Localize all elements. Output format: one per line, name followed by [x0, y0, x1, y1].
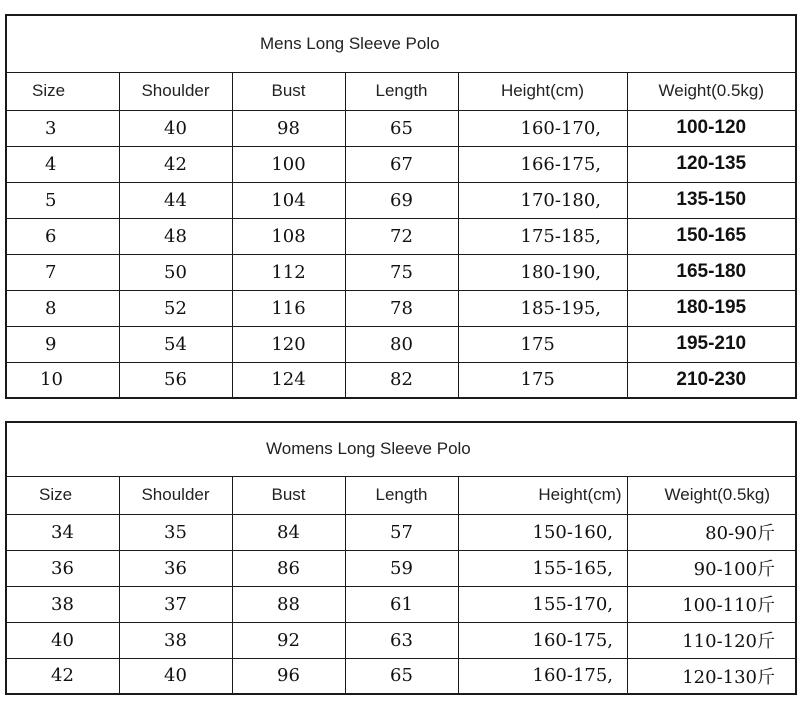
womens-height-cell: 155-165,	[458, 550, 627, 586]
mens-weight-cell: 150-165	[627, 218, 796, 254]
mens-length-cell: 72	[345, 218, 458, 254]
mens-size-cell: 7	[6, 254, 119, 290]
womens-weight-cell: 110-120斤	[627, 622, 796, 658]
mens-weight-cell: 165-180	[627, 254, 796, 290]
mens-weight-cell: 210-230	[627, 362, 796, 398]
mens-height-cell: 185-195,	[458, 290, 627, 326]
mens-header-shoulder: Shoulder	[119, 72, 232, 110]
womens-size-table	[5, 421, 797, 695]
mens-size-cell: 9	[6, 326, 119, 362]
womens-table-row	[6, 622, 796, 658]
mens-header-size: Size	[6, 72, 119, 110]
mens-shoulder-cell: 50	[119, 254, 232, 290]
womens-table-row	[6, 550, 796, 586]
womens-length-cell: 61	[345, 586, 458, 622]
womens-weight-cell: 90-100斤	[627, 550, 796, 586]
mens-size-cell: 6	[6, 218, 119, 254]
womens-size-cell: 36	[6, 550, 119, 586]
womens-header-weight: Weight(0.5kg)	[627, 476, 796, 514]
mens-weight-cell: 135-150	[627, 182, 796, 218]
mens-height-cell: 175	[458, 326, 627, 362]
mens-size-cell: 3	[6, 110, 119, 146]
mens-header-weight: Weight(0.5kg)	[627, 72, 796, 110]
womens-header-bust: Bust	[232, 476, 345, 514]
mens-table-row	[6, 182, 796, 218]
womens-weight-cell: 80-90斤	[627, 514, 796, 550]
mens-height-cell: 175	[458, 362, 627, 398]
womens-title-row	[6, 422, 796, 476]
mens-shoulder-cell: 54	[119, 326, 232, 362]
womens-shoulder-cell: 35	[119, 514, 232, 550]
mens-table-row	[6, 290, 796, 326]
mens-table-row	[6, 326, 796, 362]
womens-height-cell: 155-170,	[458, 586, 627, 622]
mens-bust-cell: 100	[232, 146, 345, 182]
mens-title-row	[6, 15, 796, 72]
mens-bust-cell: 116	[232, 290, 345, 326]
mens-table-row	[6, 146, 796, 182]
womens-length-cell: 65	[345, 658, 458, 694]
womens-shoulder-cell: 36	[119, 550, 232, 586]
mens-size-cell: 5	[6, 182, 119, 218]
mens-table-row	[6, 362, 796, 398]
womens-header-shoulder: Shoulder	[119, 476, 232, 514]
womens-height-cell: 150-160,	[458, 514, 627, 550]
womens-size-cell: 38	[6, 586, 119, 622]
mens-table-row	[6, 110, 796, 146]
womens-height-cell: 160-175,	[458, 658, 627, 694]
mens-bust-cell: 98	[232, 110, 345, 146]
womens-bust-cell: 86	[232, 550, 345, 586]
mens-height-cell: 160-170,	[458, 110, 627, 146]
mens-table-row	[6, 218, 796, 254]
mens-header-row	[6, 72, 796, 110]
womens-weight-cell: 100-110斤	[627, 586, 796, 622]
womens-bust-cell: 96	[232, 658, 345, 694]
mens-weight-cell: 100-120	[627, 110, 796, 146]
mens-length-cell: 67	[345, 146, 458, 182]
womens-header-height: Height(cm)	[458, 476, 627, 514]
womens-length-cell: 63	[345, 622, 458, 658]
mens-height-cell: 175-185,	[458, 218, 627, 254]
womens-header-row	[6, 476, 796, 514]
mens-shoulder-cell: 42	[119, 146, 232, 182]
mens-bust-cell: 124	[232, 362, 345, 398]
mens-header-height: Height(cm)	[458, 72, 627, 110]
mens-table-row	[6, 254, 796, 290]
womens-shoulder-cell: 40	[119, 658, 232, 694]
mens-shoulder-cell: 40	[119, 110, 232, 146]
mens-weight-cell: 195-210	[627, 326, 796, 362]
mens-shoulder-cell: 56	[119, 362, 232, 398]
mens-bust-cell: 104	[232, 182, 345, 218]
womens-size-cell: 42	[6, 658, 119, 694]
mens-length-cell: 65	[345, 110, 458, 146]
mens-weight-cell: 120-135	[627, 146, 796, 182]
womens-weight-cell: 120-130斤	[627, 658, 796, 694]
mens-length-cell: 82	[345, 362, 458, 398]
mens-size-cell: 4	[6, 146, 119, 182]
mens-bust-cell: 108	[232, 218, 345, 254]
womens-table-title: Womens Long Sleeve Polo	[6, 422, 796, 476]
womens-header-length: Length	[345, 476, 458, 514]
womens-bust-cell: 84	[232, 514, 345, 550]
mens-weight-cell: 180-195	[627, 290, 796, 326]
womens-table-row	[6, 658, 796, 694]
womens-shoulder-cell: 37	[119, 586, 232, 622]
mens-shoulder-cell: 48	[119, 218, 232, 254]
womens-bust-cell: 88	[232, 586, 345, 622]
mens-height-cell: 180-190,	[458, 254, 627, 290]
womens-size-cell: 40	[6, 622, 119, 658]
mens-height-cell: 170-180,	[458, 182, 627, 218]
womens-length-cell: 59	[345, 550, 458, 586]
mens-header-length: Length	[345, 72, 458, 110]
womens-header-size: Size	[6, 476, 119, 514]
mens-size-cell: 8	[6, 290, 119, 326]
womens-table-row	[6, 514, 796, 550]
womens-length-cell: 57	[345, 514, 458, 550]
mens-height-cell: 166-175,	[458, 146, 627, 182]
womens-size-cell: 34	[6, 514, 119, 550]
mens-length-cell: 69	[345, 182, 458, 218]
mens-length-cell: 78	[345, 290, 458, 326]
mens-size-table	[5, 14, 797, 399]
mens-length-cell: 75	[345, 254, 458, 290]
mens-header-bust: Bust	[232, 72, 345, 110]
mens-bust-cell: 120	[232, 326, 345, 362]
mens-shoulder-cell: 52	[119, 290, 232, 326]
mens-size-cell: 10	[6, 362, 119, 398]
womens-bust-cell: 92	[232, 622, 345, 658]
mens-table-title: Mens Long Sleeve Polo	[6, 15, 796, 72]
mens-bust-cell: 112	[232, 254, 345, 290]
womens-height-cell: 160-175,	[458, 622, 627, 658]
mens-shoulder-cell: 44	[119, 182, 232, 218]
mens-length-cell: 80	[345, 326, 458, 362]
womens-shoulder-cell: 38	[119, 622, 232, 658]
womens-table-row	[6, 586, 796, 622]
